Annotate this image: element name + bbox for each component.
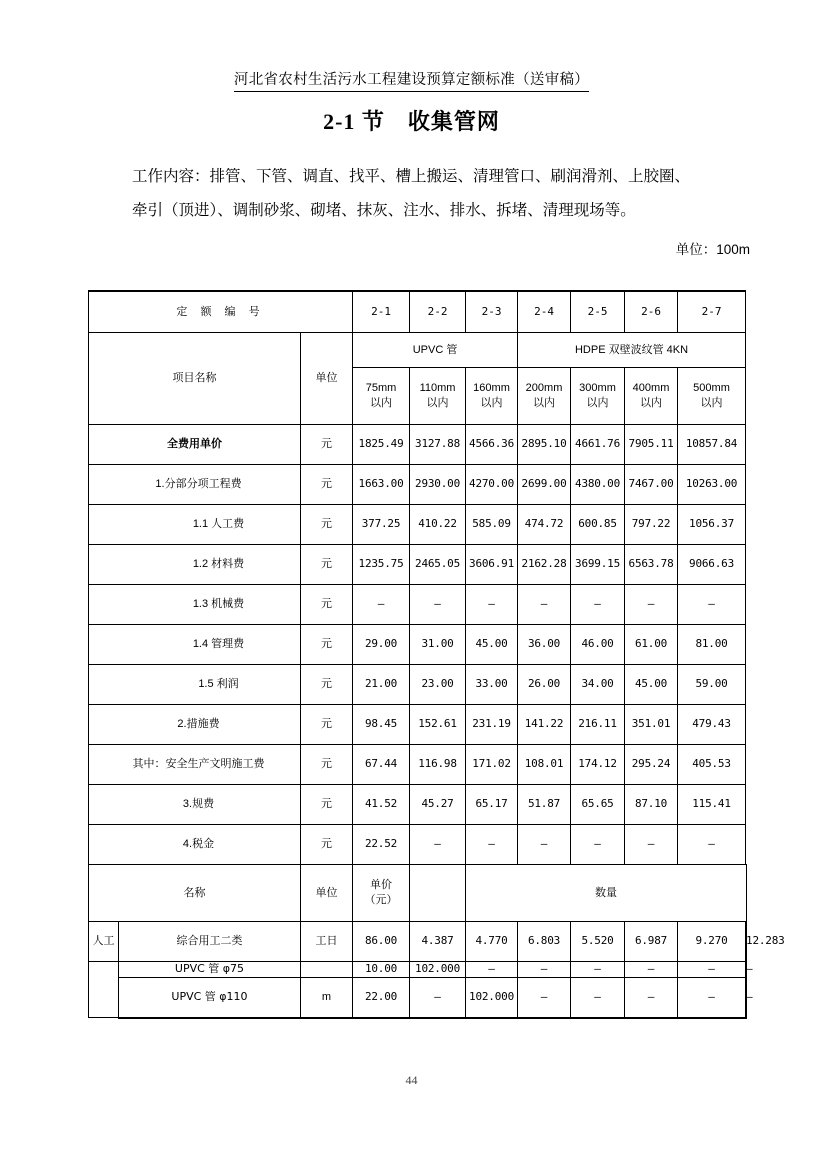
row-unit: 元 [301, 785, 353, 825]
quantity-category [89, 962, 119, 1018]
row-value: 600.85 [571, 505, 625, 545]
quantity-price-header [353, 865, 410, 922]
quantity-header-row [89, 865, 747, 922]
quantity-row [89, 962, 747, 978]
row-value: 1825.49 [353, 425, 410, 465]
row-value: 33.00 [466, 665, 518, 705]
quota-table [88, 290, 785, 1019]
unit-note: 单位：100m [675, 242, 750, 257]
quantity-value: — [746, 989, 753, 1003]
row-value: 98.45 [353, 705, 410, 745]
code-cell-1: 2-2 [410, 291, 466, 333]
page-number: 44 [405, 1073, 418, 1087]
quantity-name: UPVC 管 φ75 [119, 962, 301, 978]
code-cell-5: 2-6 [625, 291, 678, 333]
row-value: 2895.10 [518, 425, 571, 465]
row-value: 51.87 [518, 785, 571, 825]
row-value: 797.22 [625, 505, 678, 545]
quantity-value: 12.283 [746, 934, 785, 948]
spec-size-6: 500mm [693, 382, 730, 395]
row-label: 3.规费 [89, 785, 301, 825]
spec-size-5: 400mm [632, 382, 670, 395]
row-unit: 元 [301, 425, 353, 465]
row-value: 2162.28 [518, 545, 571, 585]
quantity-row [89, 977, 747, 1018]
running-header [0, 68, 823, 92]
spec-limit-2: 以内 [480, 397, 503, 409]
row-label: 1.4 管理费 [89, 625, 301, 665]
row-unit: 元 [301, 745, 353, 785]
quantity-price: 10.00 [353, 962, 410, 978]
row-value: 351.01 [625, 705, 678, 745]
row-value: 34.00 [571, 665, 625, 705]
row-value: 141.22 [518, 705, 571, 745]
quantity-name: 综合用工二类 [119, 922, 301, 962]
row-value: 4661.76 [571, 425, 625, 465]
row-value: 7905.11 [625, 425, 678, 465]
row-value: — [410, 825, 466, 865]
spec-cell-4 [571, 368, 625, 425]
code-cell-6: 2-7 [678, 291, 746, 333]
table-row [89, 465, 747, 505]
spec-size-4: 300mm [579, 382, 616, 395]
row-value: 29.00 [353, 625, 410, 665]
work-content-line-1: 工作内容：排管、下管、调直、找平、槽上搬运、清理管口、刷润滑剂、上胶圈、 [132, 168, 691, 185]
quantity-value: — [410, 977, 466, 1018]
row-value: 4566.36 [466, 425, 518, 465]
code-cell-0: 2-1 [353, 291, 410, 333]
quantity-value: — [571, 962, 625, 978]
quantity-value: — [746, 962, 753, 975]
spec-limit-0: 以内 [370, 397, 393, 409]
row-value: 31.00 [410, 625, 466, 665]
row-value: 216.11 [571, 705, 625, 745]
row-label: 1.5 利润 [89, 665, 301, 705]
row-unit: 元 [301, 585, 353, 625]
quantity-value: — [466, 962, 518, 978]
row-value: 36.00 [518, 625, 571, 665]
quantity-price: 22.00 [353, 977, 410, 1018]
row-unit: 元 [301, 825, 353, 865]
row-value: 585.09 [466, 505, 518, 545]
row-value: 1235.75 [353, 545, 410, 585]
row-value: 41.52 [353, 785, 410, 825]
row-label: 2.措施费 [89, 705, 301, 745]
running-header-text: 河北省农村生活污水工程建设预算定额标准（送审稿） [234, 68, 589, 92]
row-value: 3699.15 [571, 545, 625, 585]
row-value: 231.19 [466, 705, 518, 745]
spec-limit-5: 以内 [640, 397, 663, 409]
row-label: 1.1 人工费 [89, 505, 301, 545]
spec-limit-1: 以内 [426, 397, 449, 409]
spec-cell-5 [625, 368, 678, 425]
item-name-header: 项目名称 [89, 333, 301, 425]
table-row [89, 665, 747, 705]
quantity-value: — [518, 962, 571, 978]
row-value: 45.00 [625, 665, 678, 705]
row-value: 45.00 [466, 625, 518, 665]
row-label: 4.税金 [89, 825, 301, 865]
quantity-value: 102.000 [466, 977, 518, 1018]
table-row-code [89, 291, 747, 333]
page-title: 2-1 节 收集管网 [323, 109, 500, 134]
spec-size-2: 160mm [473, 382, 510, 395]
row-value: 59.00 [678, 665, 746, 705]
row-unit: 元 [301, 505, 353, 545]
unit-header: 单位 [301, 333, 353, 425]
quantity-value: 5.520 [571, 922, 625, 962]
spec-limit-4: 以内 [586, 397, 609, 409]
row-value: 65.65 [571, 785, 625, 825]
quantity-value: — [678, 962, 746, 978]
row-value: 9066.63 [678, 545, 746, 585]
quantity-name-header: 名称 [89, 865, 301, 922]
row-value: 1663.00 [353, 465, 410, 505]
row-value: 65.17 [466, 785, 518, 825]
row-value: — [678, 585, 746, 625]
spec-limit-6: 以内 [700, 397, 723, 409]
row-value: 45.27 [410, 785, 466, 825]
row-value: 479.43 [678, 705, 746, 745]
quantity-unit: 工日 [301, 922, 353, 962]
quantity-price-header-sub: （元） [364, 894, 398, 906]
row-value: — [678, 825, 746, 865]
row-value: — [625, 585, 678, 625]
row-value: 2465.05 [410, 545, 466, 585]
row-value: 67.44 [353, 745, 410, 785]
row-value: 22.52 [353, 825, 410, 865]
row-unit: 元 [301, 665, 353, 705]
row-value: — [518, 585, 571, 625]
row-value: 116.98 [410, 745, 466, 785]
quantity-row [89, 922, 747, 962]
row-value: 152.61 [410, 705, 466, 745]
row-value: 377.25 [353, 505, 410, 545]
row-value: 474.72 [518, 505, 571, 545]
code-cell-3: 2-4 [518, 291, 571, 333]
row-value: — [466, 825, 518, 865]
quota-table-body [89, 291, 785, 1018]
row-unit: 元 [301, 465, 353, 505]
row-value: — [625, 825, 678, 865]
code-cell-4: 2-5 [571, 291, 625, 333]
row-value: 1056.37 [678, 505, 746, 545]
row-value: 6563.78 [625, 545, 678, 585]
quantity-value: 102.000 [410, 962, 466, 978]
row-value: — [571, 825, 625, 865]
work-content-line-2: 牵引（顶进）、调制砂浆、砌堵、抹灰、注水、排水、拆堵、清理现场等。 [132, 202, 636, 219]
row-value: 174.12 [571, 745, 625, 785]
table-row-group-header [89, 333, 747, 368]
row-value: 410.22 [410, 505, 466, 545]
quantity-price-header-label: 单价 [370, 879, 393, 892]
table-row [89, 505, 747, 545]
row-value: 4270.00 [466, 465, 518, 505]
table-row [89, 825, 747, 865]
quantity-category: 人工 [89, 922, 119, 962]
row-value: 405.53 [678, 745, 746, 785]
group-header-upvc: UPVC 管 [353, 333, 518, 368]
row-label: 1.2 材料费 [89, 545, 301, 585]
work-content-block [90, 160, 750, 228]
quantity-amount-header: 数量 [466, 865, 747, 922]
quantity-unit-header: 单位 [301, 865, 353, 922]
quantity-unit [301, 962, 353, 978]
row-value: 295.24 [625, 745, 678, 785]
quantity-price: 86.00 [353, 922, 410, 962]
row-value: 171.02 [466, 745, 518, 785]
spec-cell-1 [410, 368, 466, 425]
quantity-value: — [678, 977, 746, 1018]
group-header-hdpe: HDPE 双壁波纹管 4KN [518, 333, 746, 368]
row-value: 3606.91 [466, 545, 518, 585]
quantity-name: UPVC 管 φ110 [119, 977, 301, 1018]
spec-size-0: 75mm [365, 382, 397, 395]
spec-size-1: 110mm [419, 382, 456, 395]
quantity-value: 6.987 [625, 922, 678, 962]
row-value: 46.00 [571, 625, 625, 665]
row-value: 61.00 [625, 625, 678, 665]
code-row-label: 定 额 编 号 [89, 291, 353, 333]
table-row [89, 425, 747, 465]
row-value: 7467.00 [625, 465, 678, 505]
table-row [89, 545, 747, 585]
row-label: 全费用单价 [89, 425, 301, 465]
spec-cell-2 [466, 368, 518, 425]
spec-size-3: 200mm [525, 382, 563, 395]
row-value: 108.01 [518, 745, 571, 785]
quantity-value: — [518, 977, 571, 1018]
row-value: 4380.00 [571, 465, 625, 505]
table-row [89, 705, 747, 745]
spec-cell-6 [678, 368, 746, 425]
row-value: 81.00 [678, 625, 746, 665]
row-value: 10263.00 [678, 465, 746, 505]
quantity-value: 9.270 [678, 922, 746, 962]
row-value: — [410, 585, 466, 625]
row-value: — [466, 585, 518, 625]
quantity-value: 6.803 [518, 922, 571, 962]
row-value: — [518, 825, 571, 865]
row-value: — [353, 585, 410, 625]
quantity-value: — [625, 962, 678, 978]
row-unit: 元 [301, 705, 353, 745]
spec-cell-3 [518, 368, 571, 425]
code-cell-2: 2-3 [466, 291, 518, 333]
quantity-value: 4.387 [410, 922, 466, 962]
row-value: 23.00 [410, 665, 466, 705]
row-value: 2930.00 [410, 465, 466, 505]
row-value: 10857.84 [678, 425, 746, 465]
row-value: 26.00 [518, 665, 571, 705]
table-row [89, 625, 747, 665]
table-row [89, 745, 747, 785]
row-value: 115.41 [678, 785, 746, 825]
row-label: 其中：安全生产文明施工费 [89, 745, 301, 785]
row-unit: 元 [301, 545, 353, 585]
row-value: 2699.00 [518, 465, 571, 505]
quantity-header-spacer [410, 865, 466, 922]
table-row [89, 785, 747, 825]
quantity-value: — [571, 977, 625, 1018]
spec-limit-3: 以内 [533, 397, 556, 409]
row-value: — [571, 585, 625, 625]
row-value: 21.00 [353, 665, 410, 705]
row-value: 87.10 [625, 785, 678, 825]
row-unit: 元 [301, 625, 353, 665]
quantity-unit: m [301, 977, 353, 1018]
quantity-value: — [625, 977, 678, 1018]
row-label: 1.3 机械费 [89, 585, 301, 625]
quantity-value: 4.770 [466, 922, 518, 962]
table-row [89, 585, 747, 625]
row-label: 1.分部分项工程费 [89, 465, 301, 505]
row-value: 3127.88 [410, 425, 466, 465]
spec-cell-0 [353, 368, 410, 425]
